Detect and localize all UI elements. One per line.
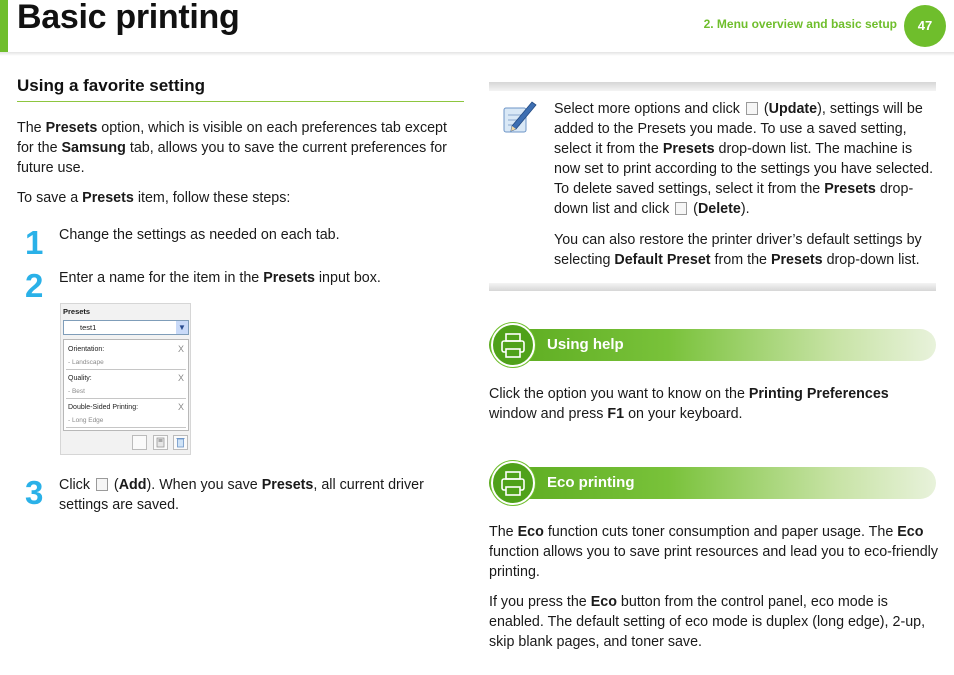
header-accent-bar [0,0,8,52]
close-icon[interactable]: X [177,402,184,412]
chapter-link[interactable]: 2. Menu overview and basic setup [703,17,897,31]
presets-dialog [60,303,191,455]
close-icon[interactable]: X [177,373,184,383]
note-paragraph: You can also restore the printer driver’s default settings by selecting Default Preset from the Presets drop-down list. [554,232,922,268]
trash-icon [174,436,187,449]
section-heading: Using a favorite setting [17,76,205,95]
banner-title: Using help [547,336,624,353]
add-icon [96,478,108,491]
step-text: Click (Add). When you save Presets, all current driver settings are saved. [59,477,424,513]
eco-printing-banner [489,467,936,499]
save-icon [154,436,167,449]
list-item[interactable] [66,371,186,399]
step-text: Change the settings as needed on each tab. [59,227,340,243]
add-preset-button[interactable] [132,435,147,450]
step-number: 1 [25,224,44,261]
page-number-badge: 47 [904,5,946,47]
eco-paragraph: If you press the Eco button from the control panel, eco mode is enabled. The default setting of eco mode is duplex (long edge), 2-up, skip blank pages, and toner save. [489,594,926,650]
banner-title: Eco printing [547,474,635,491]
presets-dropdown[interactable] [63,320,189,335]
printer-icon [491,461,535,505]
update-icon [746,102,758,115]
using-help-banner [489,329,936,361]
update-preset-button[interactable] [153,435,168,450]
page-title: Basic printing [17,0,240,36]
step-number: 3 [25,474,44,511]
help-paragraph: Click the option you want to know on the Printing Preferences window and press F1 on your keyboard. [489,386,889,422]
intro-paragraph: The Presets option, which is visible on each preferences tab except for the Samsung tab, allows you to save the current preferences for future use. [17,120,447,176]
setting-value: - Best [68,388,85,395]
setting-value: - Long Edge [68,417,104,424]
step-text: Enter a name for the item in the Presets input box. [59,270,381,286]
section-divider [17,101,464,102]
note-pencil-icon [498,96,540,141]
setting-name: Double-Sided Printing: [68,404,139,411]
note-box-top-border [489,82,936,91]
setting-name: Orientation: [68,346,105,353]
preset-settings-list [63,339,189,431]
close-icon[interactable]: X [177,344,184,354]
delete-preset-button[interactable] [173,435,188,450]
list-item[interactable] [66,342,186,370]
printer-icon [491,323,535,367]
setting-name: Quality: [68,375,92,382]
setting-value: - Landscape [68,359,104,366]
note-paragraph: Select more options and click (Update), settings will be added to the Presets you made. To use a saved setting, select it from the Presets drop-down list. The machine is now set to print according to the settings you have selected. To delete saved settings, select it from the Presets drop-down list and click (Delete). [554,101,934,217]
presets-dropdown-value: test1 [80,323,97,332]
list-item[interactable] [66,400,186,428]
eco-paragraph: The Eco function cuts toner consumption and paper usage. The Eco function allows you to save print resources and lead you to eco-friendly printing. [489,524,939,580]
note-box-bottom-border [489,283,936,291]
delete-icon [675,202,687,215]
chevron-down-icon[interactable]: ▼ [176,321,188,334]
header-divider [0,52,954,56]
presets-dialog-title: Presets [63,307,91,316]
save-instructions: To save a Presets item, follow these steps: [17,190,291,206]
step-number: 2 [25,267,44,304]
